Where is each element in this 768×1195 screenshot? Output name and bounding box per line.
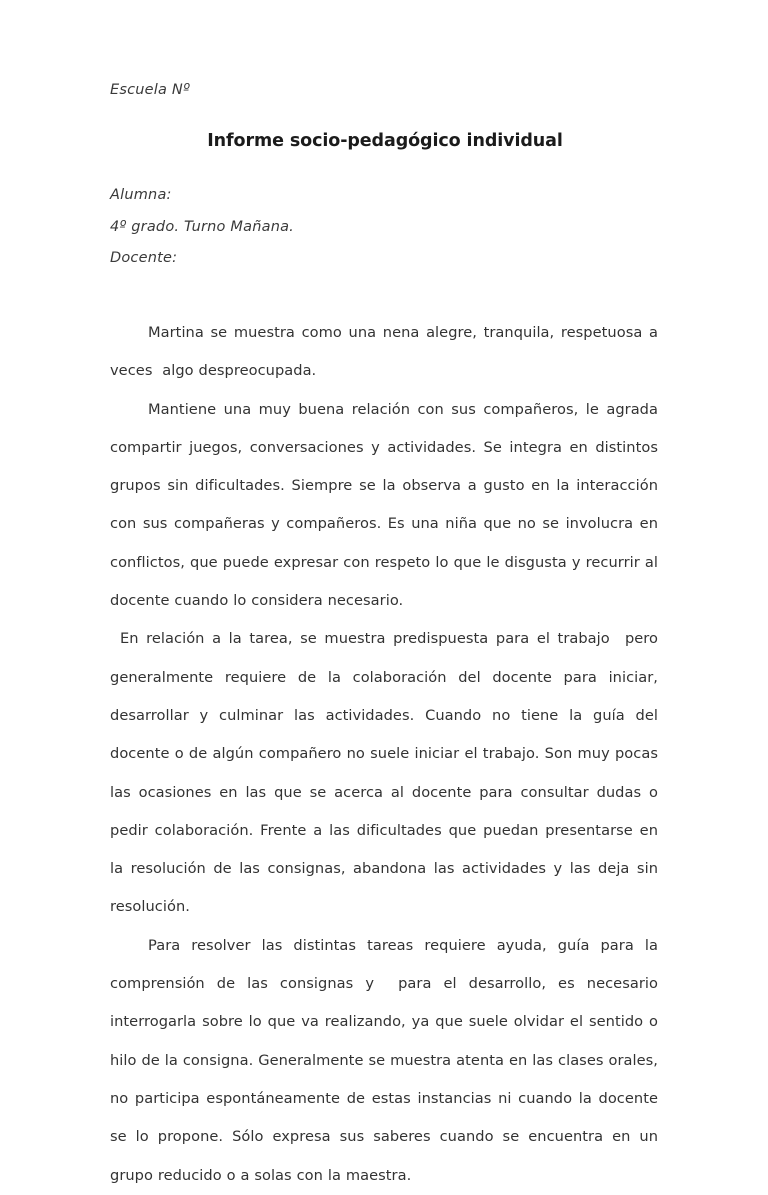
document-content [110,80,663,1184]
report-paragraph-3: En relación a la tarea, se muestra predispuesta para el trabajo pero generalmente requiere de la colaboración del docente para iniciar, desarrollar y culminar las actividades. Cuando no tiene la guía del docente o de algún compañero no suele iniciar el trabajo. Son muy pocas las ocasiones en las que se acerca al docente para consultar dudas o pedir colaboración. Frente a las dificultades que puedan presentarse en la resolución de las consignas, abandona las actividades y las deja sin resolución. [110,630,663,916]
report-body [110,314,663,1195]
meta-line-grade-shift: 4º grado. Turno Mañana. [110,218,294,235]
student-meta-block [110,180,658,275]
report-paragraph-2: Mantiene una muy buena relación con sus compañeros, le agrada compartir juegos, conversaciones y actividades. Se integra en distintos grupos sin dificultades. Siempre se la observa a gusto en la interacción con sus compañeras y compañeros. Es una niña que no se involucra en conflictos, que puede expresar con respeto lo que le disgusta y recurrir al docente cuando lo considera necesario. [110,400,663,610]
report-paragraph-4: Para resolver las distintas tareas requiere ayuda, guía para la comprensión de las consignas y para el desarrollo, es necesario interrogarla sobre lo que va realizando, ya que suele olvidar el sentido o hilo de la consigna. Generalmente se muestra atenta en las clases orales, no participa espontáneamente de estas instancias ni cuando la docente se lo propone. Sólo expresa sus saberes cuando se encuentra en un grupo reducido o a solas con la maestra. [110,936,663,1184]
school-number-line: Escuela Nº [110,82,191,98]
report-paragraph-1: Martina se muestra como una nena alegre, tranquila, respetuosa a veces algo despreocupada. [110,324,663,380]
page-title: Informe socio-pedagógico individual [207,131,563,151]
meta-line-teacher: Docente: [110,250,178,266]
meta-line-student: Alumna: [110,187,172,203]
